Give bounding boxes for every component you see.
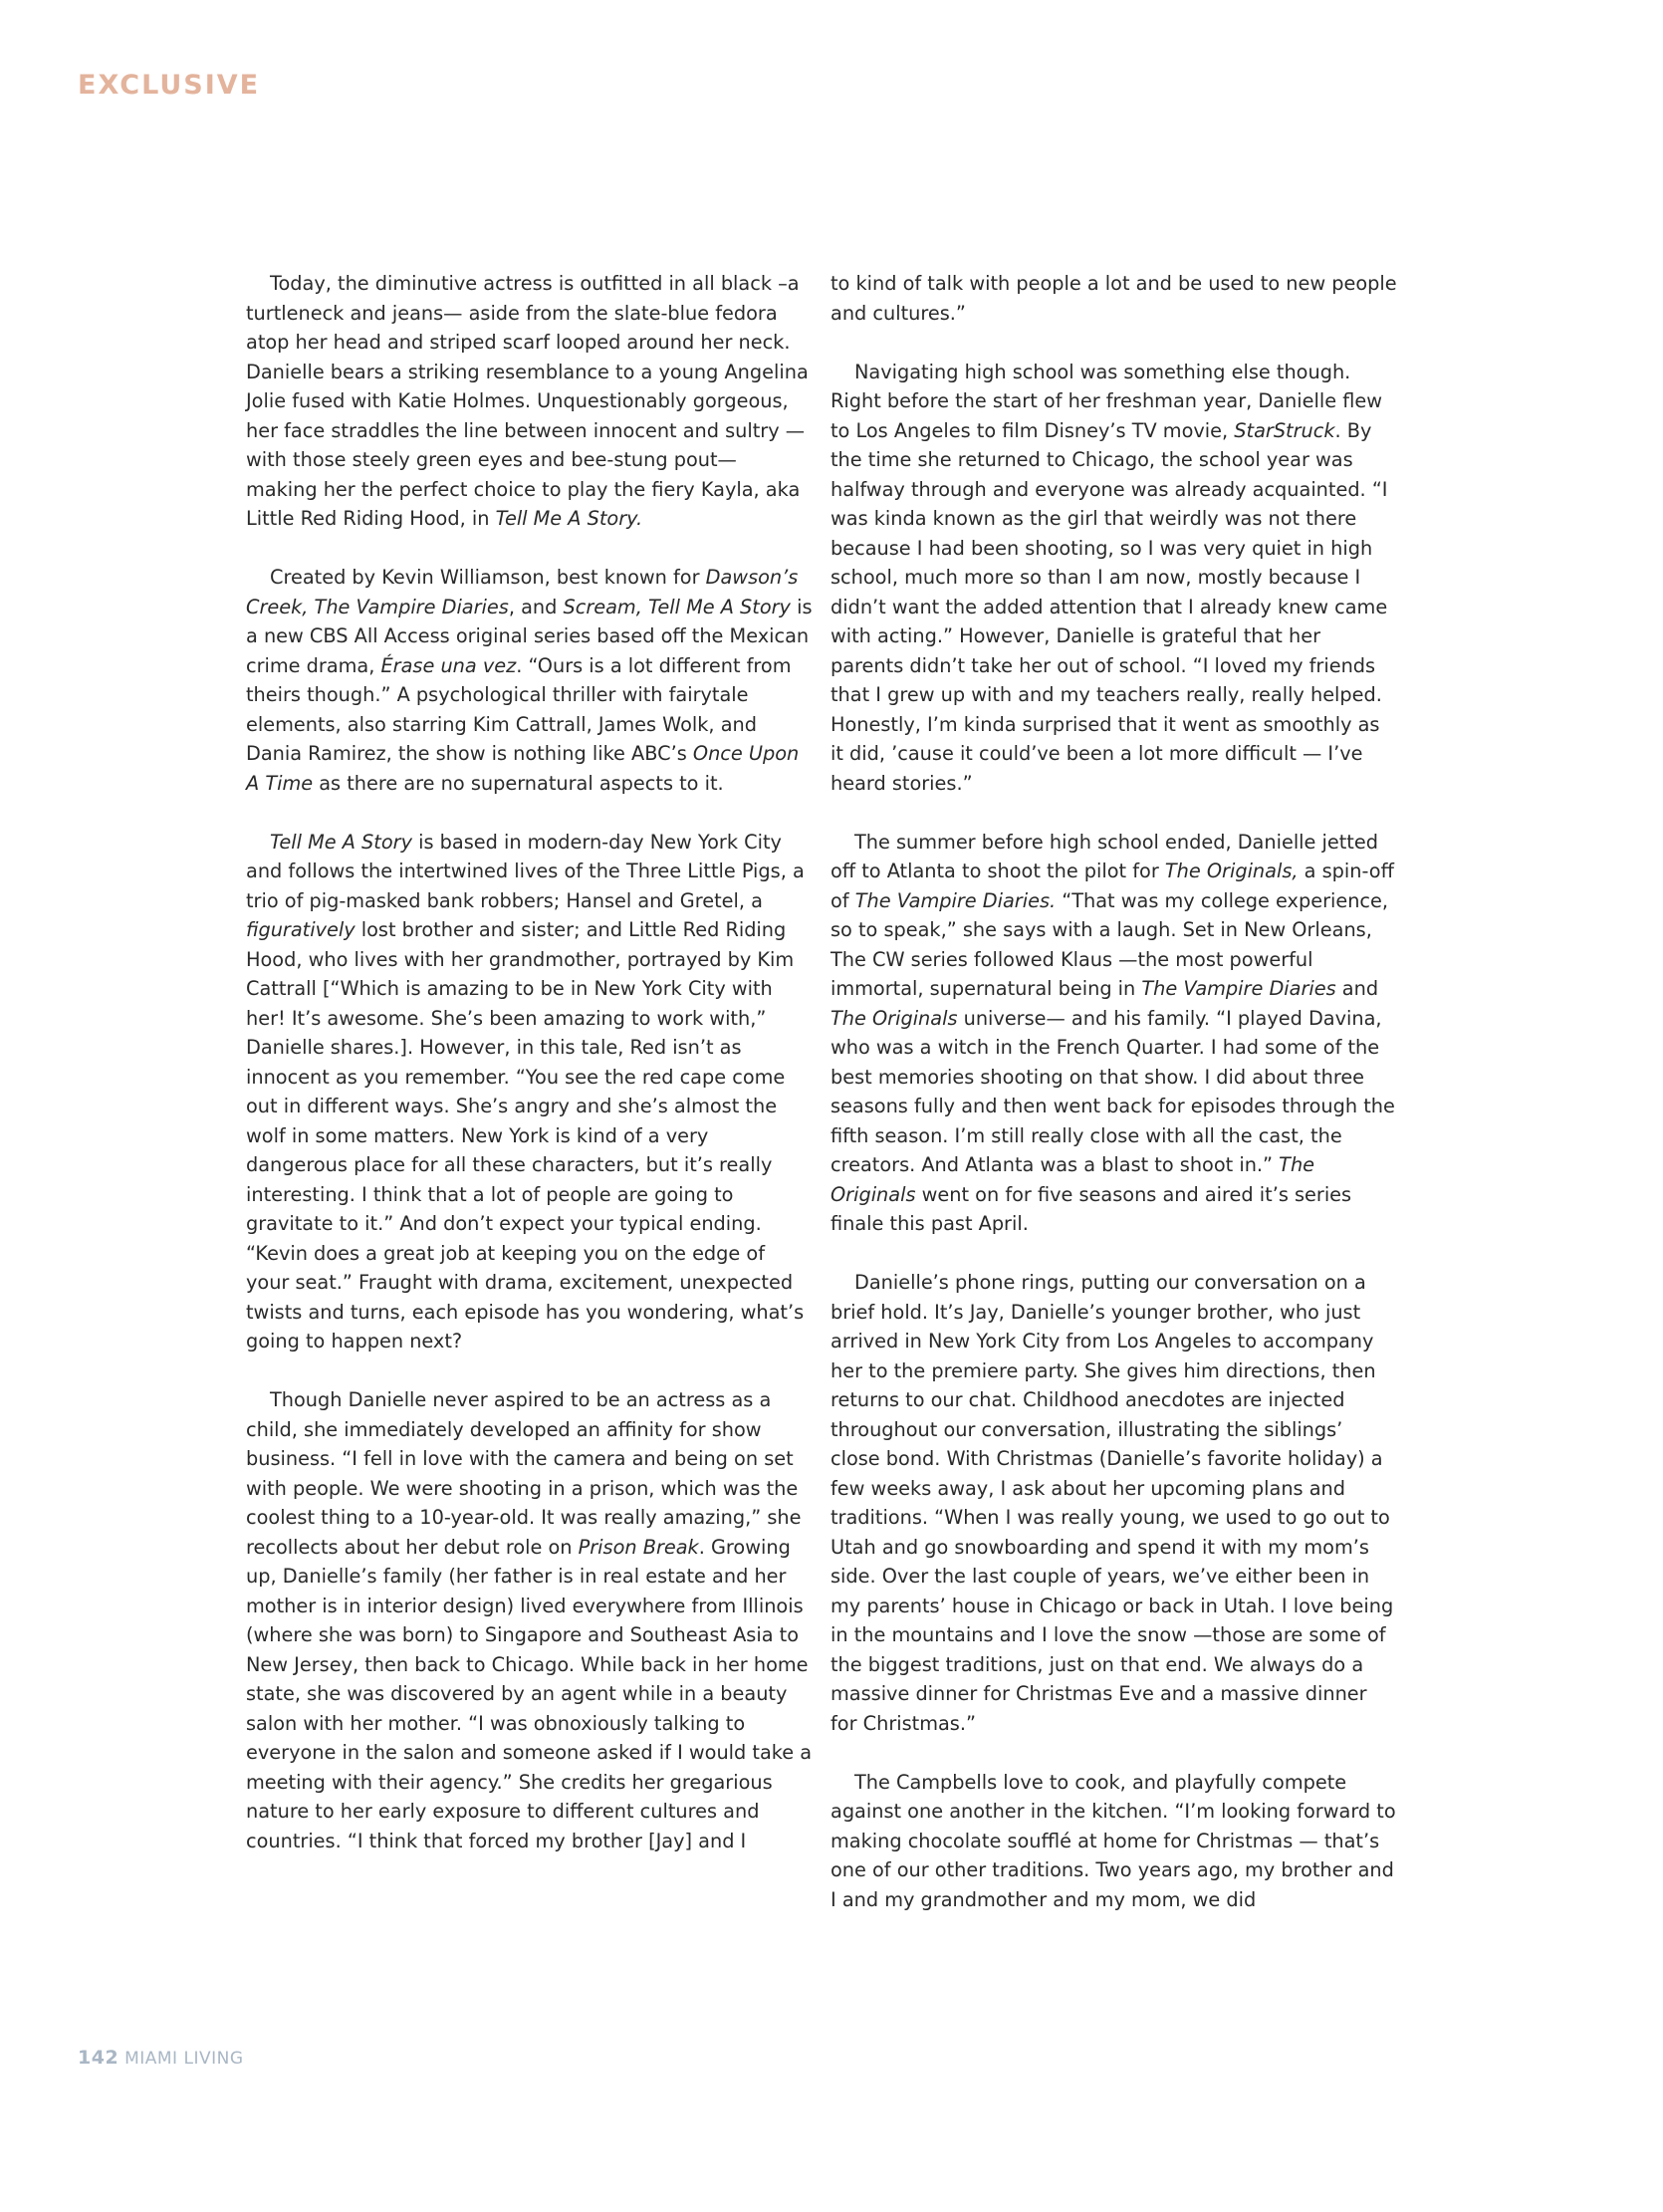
article-paragraph: Danielle’s phone rings, putting our conversation on a brief hold. It’s Jay, Danielle’s younger brother, who just arrived in New York City from Los Angeles to accompany her to the premiere party. She gives him directions, then returns to our chat. Childhood anecdotes are injected throughout our conversation, illustrating the siblings’ close bond. With Christmas (Danielle’s favorite holiday) a few weeks away, I ask about her upcoming plans and traditions. “When I was really young, we used to go out to Utah and go snowboarding and spend it with my mom’s side. Over the last couple of years, we’ve either been in my parents’ house in Chicago or back in Utah. I love being in the mountains and I love the snow —those are some of the biggest traditions, just on that end. We always do a massive dinner for Christmas Eve and a massive dinner for Christmas.” bbox=[831, 1271, 1394, 1735]
section-label: EXCLUSIVE bbox=[78, 70, 261, 101]
article-column-right bbox=[831, 269, 1398, 1944]
article-column-left bbox=[246, 269, 814, 1885]
article-paragraph: The summer before high school ended, Danielle jetted off to Atlanta to shoot the pilot for The Originals, a spin-off of The Vampire Diaries. “That was my college experience, so to speak,” she says with a laugh. Set in New Orleans, The CW series followed Klaus —the most powerful immortal, supernatural being in The Vampire Diaries and The Originals universe— and his family. “I played Davina, who was a witch in the French Quarter. I had some of the best memories shooting on that show. I did about three seasons fully and then went back for episodes through the fifth season. I’m still really close with all the cast, the creators. And Atlanta was a blast to shoot in.” The Originals went on for five seasons and aired it’s series finale this past April. bbox=[831, 830, 1395, 1235]
article-paragraph: Tell Me A Story is based in modern-day New York City and follows the intertwined lives of the Three Little Pigs, a trio of pig-masked bank robbers; Hansel and Gretel, a figuratively lost brother and sister; and Little Red Riding Hood, who lives with her grandmother, portrayed by Kim Cattrall [“Which is amazing to be in New York City with her! It’s awesome. She’s been amazing to work with,” Danielle shares.]. However, in this tale, Red isn’t as innocent as you remember. “You see the red cape come out in different ways. She’s angry and she’s almost the wolf in some matters. New York is kind of a very dangerous place for all these characters, but it’s really interesting. I think that a lot of people are going to gravitate to it.” And don’t expect your typical ending. “Kevin does a great job at keeping you on the edge of your seat.” Fraught with drama, excitement, unexpected twists and turns, each episode has you wondering, what’s going to happen next? bbox=[246, 830, 805, 1352]
magazine-name: MIAMI LIVING bbox=[124, 2049, 244, 2069]
article-paragraph: The Campbells love to cook, and playfully compete against one another in the kitchen. “I’m looking forward to making chocolate soufflé at home for Christmas — that’s one of our other traditions. Two years ago, my brother and I and my grandmother and my mom, we did bbox=[831, 1770, 1396, 1911]
article-paragraph: Created by Kevin Williamson, best known for Dawson’s Creek, The Vampire Diaries, and Scream, Tell Me A Story is a new CBS All Access original series based off the Mexican crime drama, Érase una vez. “Ours is a lot different from theirs though.” A psychological thriller with fairytale elements, also starring Kim Cattrall, James Wolk, and Dania Ramirez, the show is nothing like ABC’s Once Upon A Time as there are no supernatural aspects to it. bbox=[246, 566, 813, 795]
article-paragraph: Today, the diminutive actress is outfitted in all black –a turtleneck and jeans— aside from the slate-blue fedora atop her head and striped scarf looped around her neck. Danielle bears a striking resemblance to a young Angelina Jolie fused with Katie Holmes. Unquestionably gorgeous, her face straddles the line between innocent and sultry —with those steely green eyes and bee-stung pout— making her the perfect choice to play the fiery Kayla, aka Little Red Riding Hood, in Tell Me A Story. bbox=[246, 272, 809, 530]
page-footer bbox=[78, 2047, 244, 2069]
article-paragraph: Navigating high school was something else though. Right before the start of her freshman year, Danielle flew to Los Angeles to film Disney’s TV movie, StarStruck. By the time she returned to Chicago, the school year was halfway through and everyone was already acquainted. “I was kinda known as the girl that weirdly was not there because I had been shooting, so I was very quiet in high school, much more so than I am now, mostly because I didn’t want the added attention that I already knew came with acting.” However, Danielle is grateful that her parents didn’t take her out of school. “I loved my friends that I grew up with and my teachers really, really helped. Honestly, I’m kinda surprised that it went as smoothly as it did, ’cause it could’ve been a lot more difficult — I’ve heard stories.” bbox=[831, 360, 1388, 795]
article-paragraph-continued: to kind of talk with people a lot and be used to new people and cultures.” bbox=[831, 272, 1397, 325]
page-number: 142 bbox=[78, 2047, 119, 2069]
article-paragraph: Though Danielle never aspired to be an actress as a child, she immediately developed an affinity for show business. “I fell in love with the camera and being on set with people. We were shooting in a prison, which was the coolest thing to a 10-year-old. It was really amazing,” she recollects about her debut role on Prison Break. Growing up, Danielle’s family (her father is in real estate and her mother is in interior design) lived everywhere from Illinois (where she was born) to Singapore and Southeast Asia to New Jersey, then back to Chicago. While back in her home state, she was discovered by an agent while in a beauty salon with her mother. “I was obnoxiously talking to everyone in the salon and someone asked if I would take a meeting with their agency.” She credits her gregarious nature to her early exposure to different cultures and countries. “I think that forced my brother [Jay] and I bbox=[246, 1388, 813, 1852]
